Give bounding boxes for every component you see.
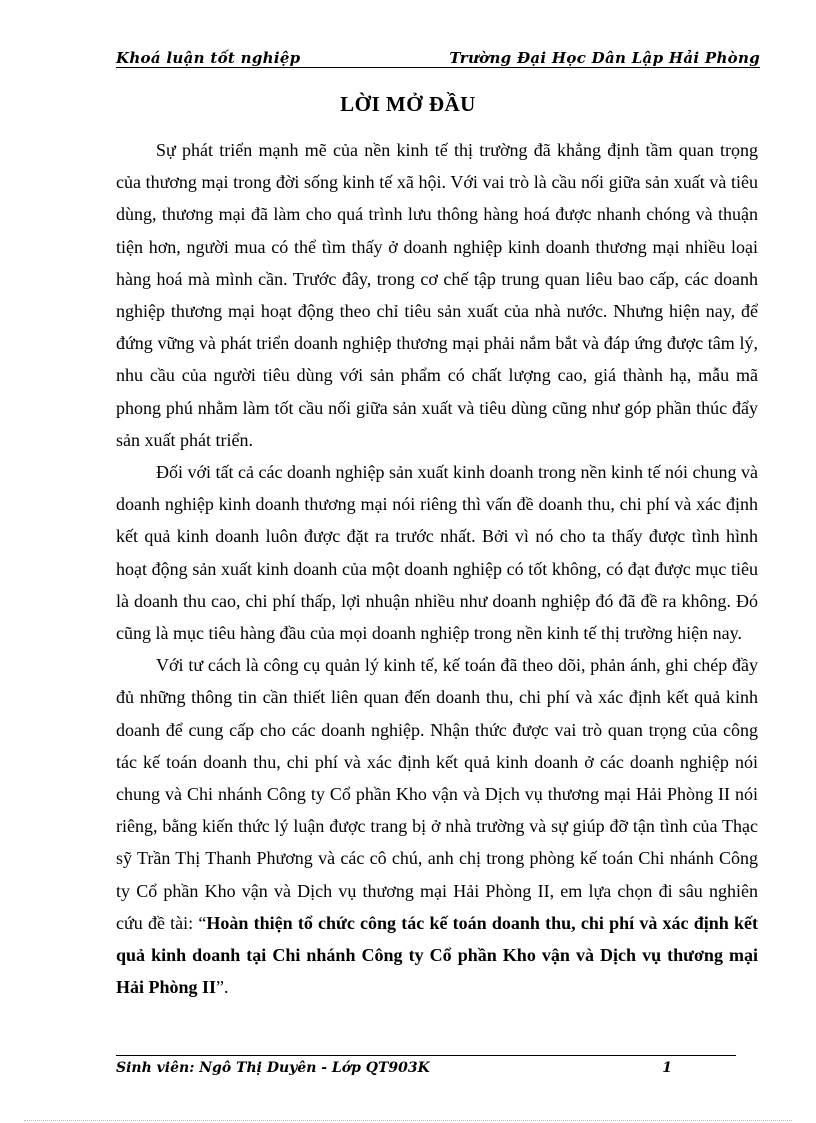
header-left: Khoá luận tốt nghiệp (116, 49, 301, 67)
page-bottom-border (24, 1120, 792, 1121)
footer-student: Sinh viên: Ngô Thị Duyên - Lớp QT903K (116, 1060, 430, 1076)
paragraph: Sự phát triển mạnh mẽ của nền kinh tế thị trường đã khẳng định tầm quan trọng của thương mại trong đời sống kinh tế xã hội. Với vai trò là cầu nối giữa sản xuất và tiêu dùng, thương mại đã làm cho quá trình lưu thông hàng hoá được nhanh chóng và thuận tiện hơn, người mua có thể tìm thấy ở doanh nghiệp kinh doanh thương mại nhiều loại hàng hoá mà mình cần. Trước đây, trong cơ chế tập trung quan liêu bao cấp, các doanh nghiệp thương mại hoạt động theo chỉ tiêu sản xuất của nhà nước. Nhưng hiện nay, để đứng vững và phát triển doanh nghiệp thương mại phải nắm bắt và đáp ứng được tâm lý, nhu cầu của người tiêu dùng với sản phẩm có chất lượng cao, giá thành hạ, mẫu mã phong phú nhằm làm tốt cầu nối giữa sản xuất và tiêu dùng cũng như góp phần thúc đẩy sản xuất phát triển. (116, 140, 758, 450)
header-right: Trường Đại Học Dân Lập Hải Phòng (449, 49, 760, 67)
header-rule (116, 67, 760, 68)
document-body (116, 134, 758, 1003)
thesis-topic: Hoàn thiện tổ chức công tác kế toán doanh thu, chi phí và xác định kết quả kinh doanh tại Chi nhánh Công ty Cổ phần Kho vận và Dịch vụ thương mại Hải Phòng II (116, 912, 758, 998)
page-header (116, 47, 760, 67)
paragraph: Đối với tất cả các doanh nghiệp sản xuất kinh doanh trong nền kinh tế nói chung và doanh nghiệp kinh doanh thương mại nói riêng thì vấn đề doanh thu, chi phí và xác định kết quả kinh doanh luôn được đặt ra trước nhất. Bởi vì nó cho ta thấy được tình hình hoạt động sản xuất kinh doanh của một doanh nghiệp có tốt không, có đạt được mục tiêu là doanh thu cao, chi phí thấp, lợi nhuận nhiều như doanh nghiệp đó đã đề ra không. Đó cũng là mục tiêu hàng đầu của mọi doanh nghiệp trong nền kinh tế thị trường hiện nay. (116, 462, 758, 644)
footer-rule (116, 1055, 736, 1056)
page-title: LỜI MỞ ĐẦU (340, 92, 476, 116)
paragraph-text: Với tư cách là công cụ quản lý kinh tế, kế toán đã theo dõi, phản ánh, ghi chép đầy đủ những thông tin cần thiết liên quan đến doanh thu, chi phí và xác định kết quả kinh doanh để cung cấp cho các doanh nghiệp. Nhận thức được vai trò quan trọng của công tác kế toán doanh thu, chi phí và xác định kết quả kinh doanh ở các doanh nghiệp nói chung và Chi nhánh Công ty Cổ phần Kho vận và Dịch vụ thương mại Hải Phòng II nói riêng, bằng kiến thức lý luận được trang bị ở nhà trường và sự giúp đỡ tận tình của Thạc sỹ Trần Thị Thanh Phương và các cô chú, anh chị trong phòng kế toán Chi nhánh Công ty Cổ phần Kho vận và Dịch vụ thương mại Hải Phòng II, em lựa chọn đi sâu nghiên cứu đề tài: “ (116, 655, 758, 933)
paragraph-end: ”. (216, 977, 229, 998)
paragraph (116, 649, 758, 1003)
page-footer (116, 1060, 672, 1076)
page-number: 1 (662, 1060, 672, 1076)
